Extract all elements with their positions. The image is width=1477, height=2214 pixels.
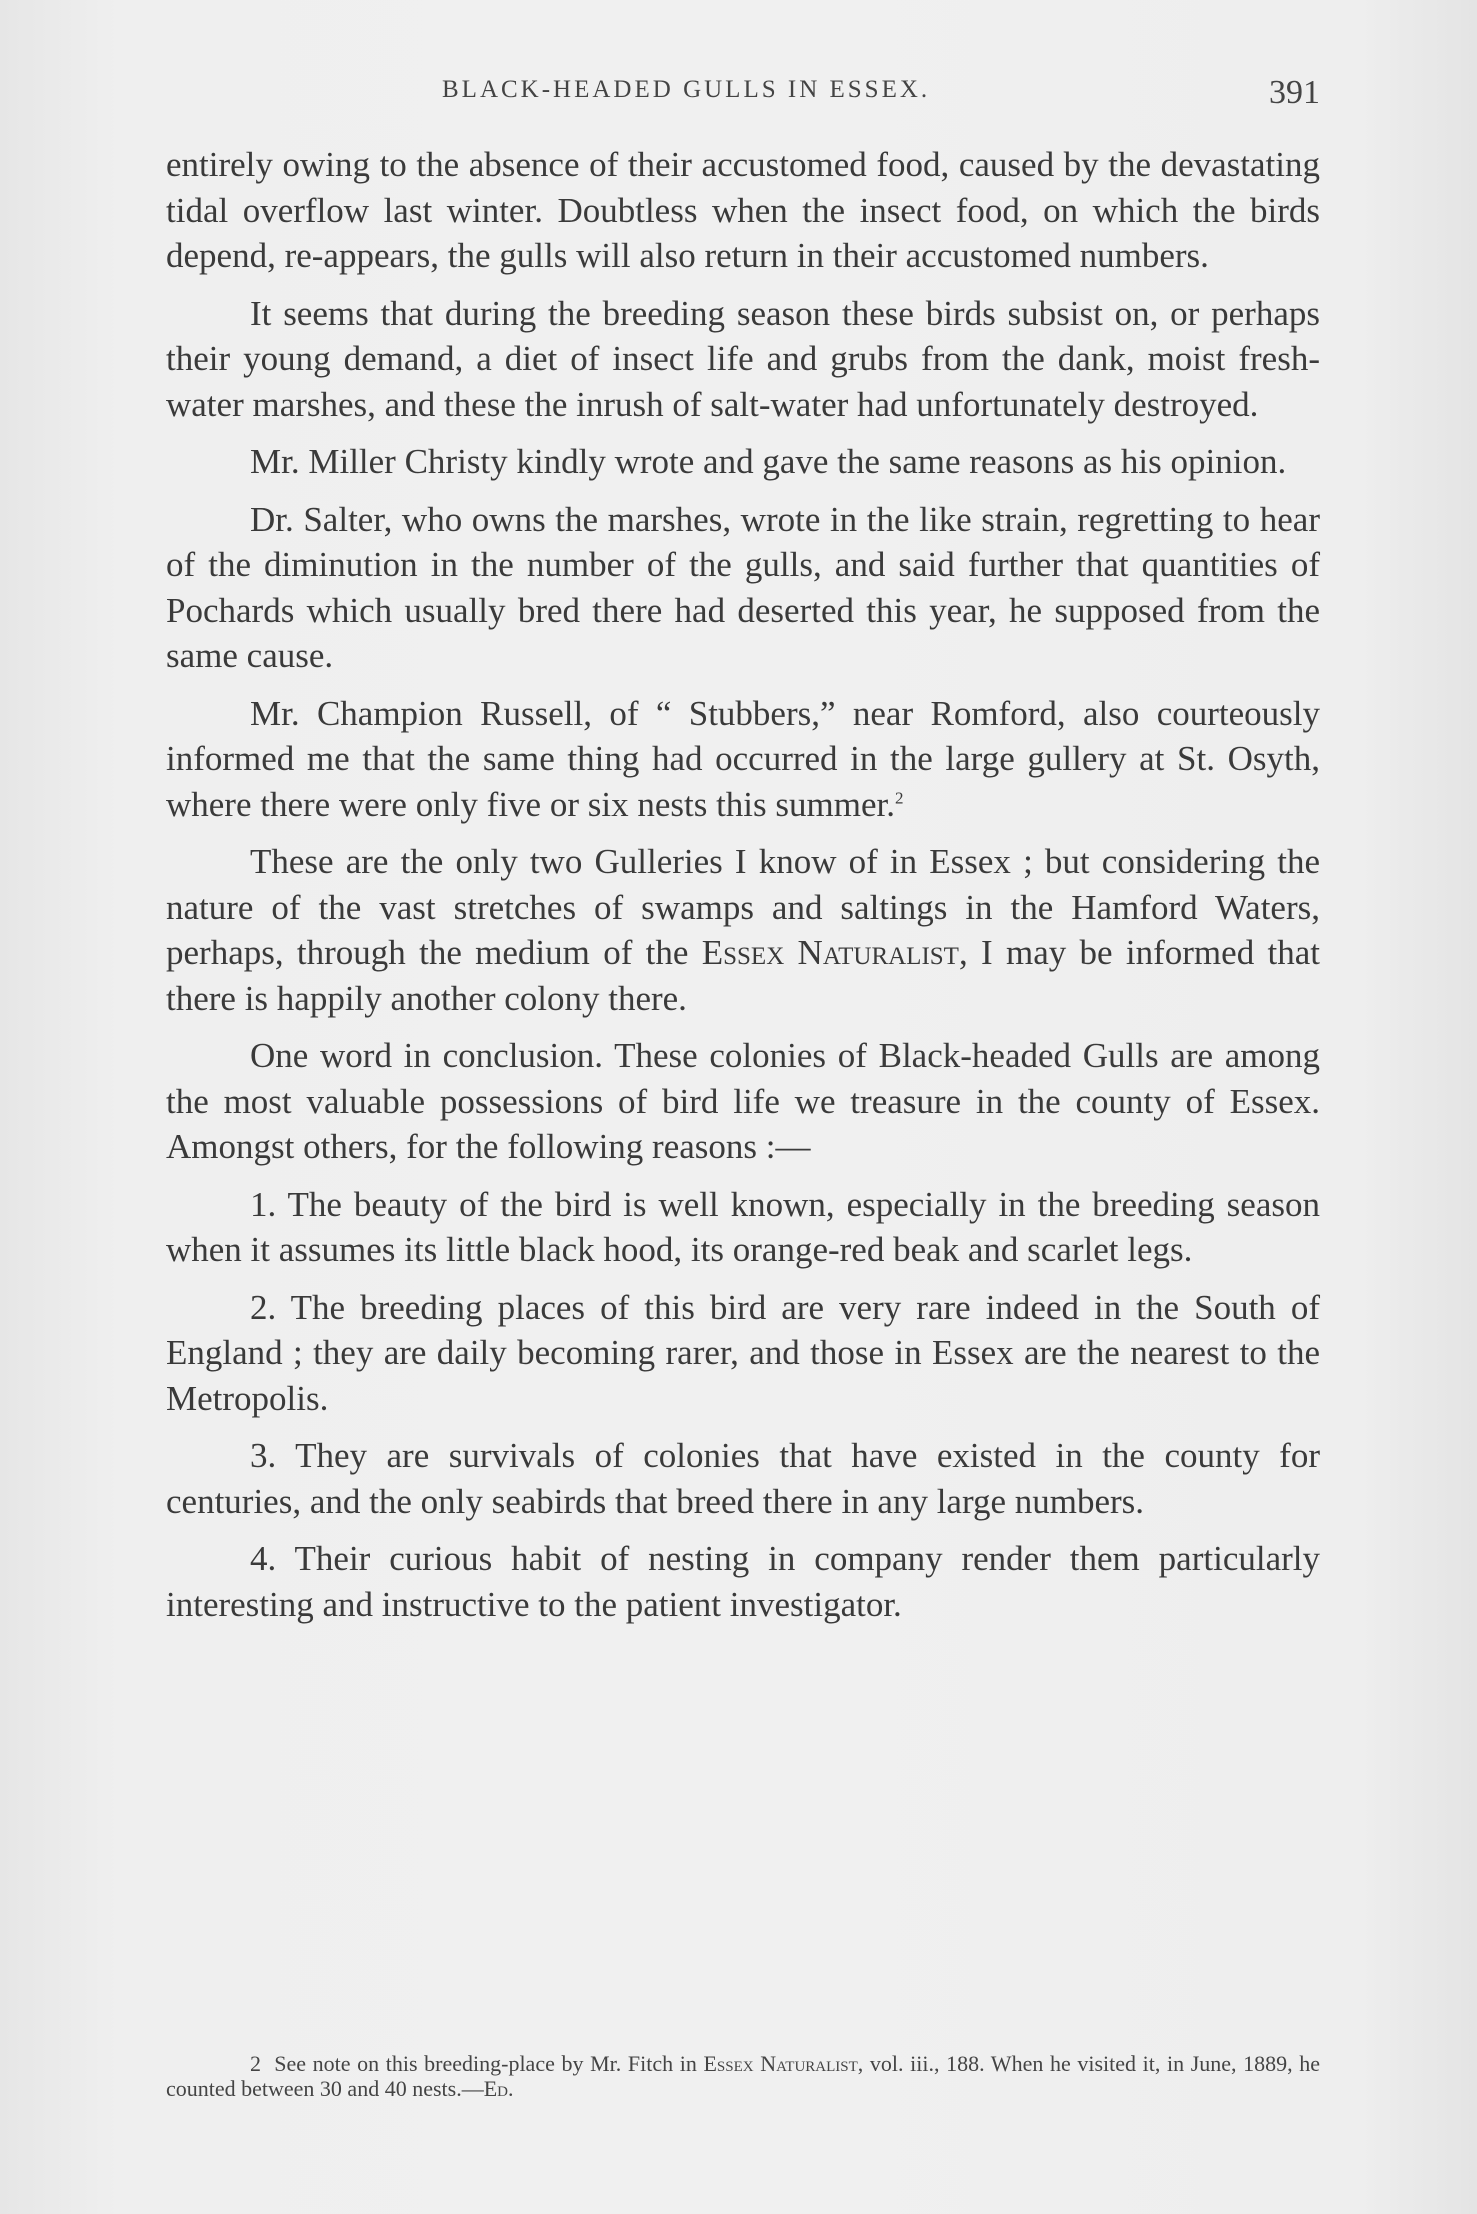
reason-number: 3.	[250, 1436, 277, 1475]
body-text	[166, 142, 1320, 1639]
reason-text: The beauty of the bird is well known, especially in the breeding season when it assumes its little black hood, its orange-red beak and scarlet legs.	[166, 1184, 1320, 1269]
journal-title: Essex Naturalist	[703, 2051, 858, 2076]
reason-text: The breeding places of this bird are very rare indeed in the South of England ; they are daily becoming rarer, and those in Essex are the nearest to the Metropolis.	[166, 1287, 1320, 1418]
reason-number: 4.	[250, 1539, 277, 1578]
reason-item	[166, 1285, 1320, 1422]
editor-mark: Ed.	[483, 2076, 514, 2101]
footnote-number: 2	[250, 2051, 261, 2076]
reason-item	[166, 1433, 1320, 1524]
running-head: BLACK-HEADED GULLS IN ESSEX.	[442, 76, 931, 103]
footnote-reference: 2	[894, 787, 904, 807]
journal-title: Essex Naturalist	[701, 933, 959, 972]
footnote-text-part: See note on this breeding-place by Mr. Fitch in	[274, 2051, 697, 2076]
reason-number: 1.	[250, 1184, 277, 1224]
paragraph-text: These are the only two Gulleries I know of in Essex ; but considering the nature of the vast stretches of swamps and saltings in the Hamford Waters, perhaps, through the medium of the	[166, 842, 1320, 972]
reason-item	[166, 1182, 1320, 1273]
footnote-text	[166, 2051, 1320, 2101]
reason-item	[166, 1536, 1320, 1627]
paragraph: One word in conclusion. These colonies of Black-headed Gulls are among the most valuable possessions of bird life we treasure in the county of Essex. Amongst others, for the following reasons :—	[166, 1036, 1320, 1166]
page-number: 391	[1269, 74, 1320, 111]
paragraph-text: , I may be informed that there is happily another colony there.	[166, 933, 1320, 1018]
footnote-text-part: , vol. iii., 188. When he visited it, in June, 1889, he counted between 30 and 40 nests.—	[166, 2051, 1321, 2101]
reason-number: 2.	[250, 1287, 277, 1327]
paragraph	[166, 839, 1320, 1021]
footnote	[166, 2051, 1320, 2101]
paragraph: It seems that during the breeding season these birds subsist on, or perhaps their young demand, a diet of insect life and grubs from the dank, moist fresh-water marshes, and these the inrush of salt-water had unfortunately destroyed.	[166, 293, 1320, 424]
paragraph: entirely owing to the absence of their accustomed food, caused by the devastating tidal overflow last winter. Doubtless when the insect food, on which the birds depend, re-appears, the gulls will also return in their accustomed numbers.	[166, 145, 1320, 275]
paragraph: Mr. Miller Christy kindly wrote and gave the same reasons as his opinion.	[250, 442, 1287, 481]
paragraph	[166, 691, 1320, 828]
reason-text: They are survivals of colonies that have existed in the county for centuries, and the only seabirds that breed there in any large numbers.	[166, 1436, 1320, 1521]
paragraph-text: Mr. Champion Russell, of “ Stubbers,” near Romford, also courteously informed me that the same thing had occurred in the large gullery at St. Osyth, where there were only five or six nests this summer.	[166, 693, 1320, 824]
page-header	[166, 70, 1320, 120]
paragraph: Dr. Salter, who owns the marshes, wrote in the like strain, regretting to hear of the diminution in the number of the gulls, and said further that quantities of Pochards which usually bred there had deserted this year, he supposed from the same cause.	[166, 499, 1320, 675]
reason-text: Their curious habit of nesting in company render them particularly interesting and instructive to the patient investigator.	[166, 1539, 1320, 1624]
